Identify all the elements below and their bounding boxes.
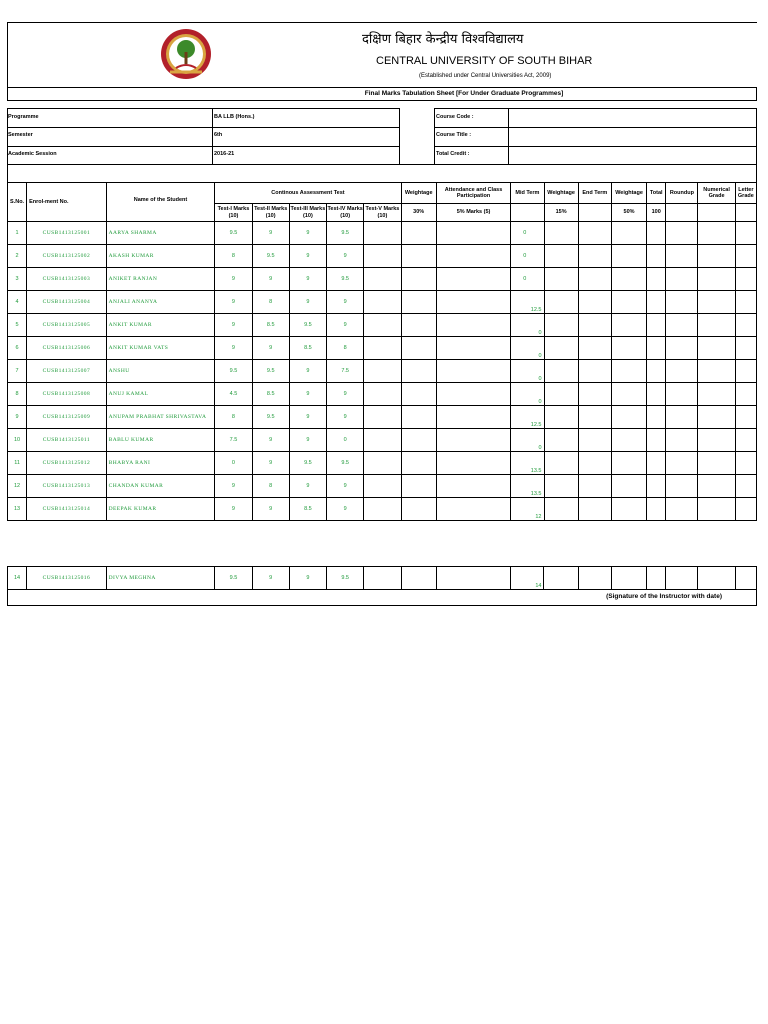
col-end-term: End Term: [578, 183, 611, 204]
hindi-university-name: दक्षिण बिहार केन्द्रीय विश्वविद्यालय: [362, 32, 524, 47]
col-weightage-2: Weightage: [544, 183, 578, 204]
row-enrol: CUSB1413125013: [27, 475, 107, 498]
info-left-box: [7, 108, 400, 165]
university-name: CENTRAL UNIVERSITY OF SOUTH BIHAR: [376, 55, 593, 67]
semester-value: 6th: [214, 132, 223, 138]
row-test-4: 9.5: [327, 222, 364, 245]
row-sno: 13: [8, 498, 27, 521]
row-mid-term: 0: [511, 360, 544, 383]
row-test-2: 9: [252, 498, 289, 521]
row-name: AKASH KUMAR: [106, 245, 215, 268]
row-test-2: 9: [252, 567, 289, 590]
row-mid-term: 12.5: [511, 406, 544, 429]
table-row: [8, 268, 757, 291]
row-test-4: 9: [327, 406, 364, 429]
row-name: AARYA SHARMA: [106, 222, 215, 245]
row-test-1: 9: [215, 314, 252, 337]
row-sno: 14: [8, 567, 27, 590]
row-test-3: 9: [289, 291, 326, 314]
row-test-1: 9: [215, 268, 252, 291]
row-test-4: 9: [327, 291, 364, 314]
row-test-3: 9: [289, 268, 326, 291]
row-sno: 2: [8, 245, 27, 268]
row-sno: 12: [8, 475, 27, 498]
row-test-3: 9: [289, 383, 326, 406]
row-enrol: CUSB1413125009: [27, 406, 107, 429]
col-weightage-3: Weightage: [611, 183, 646, 204]
col-roundup: Roundup: [666, 183, 698, 204]
row-enrol: CUSB1413125002: [27, 245, 107, 268]
row-sno: 11: [8, 452, 27, 475]
row-test-1: 7.5: [215, 429, 252, 452]
col-test-2: Test-II Marks (10): [252, 204, 289, 222]
sheet-title: Final Marks Tabulation Sheet [For Under Graduate Programmes]: [364, 90, 564, 97]
table-row: [8, 314, 757, 337]
col-attendance: Attendance and Class Participation: [436, 183, 510, 204]
student-rows: [8, 222, 757, 521]
row-name: DEEPAK KUMAR: [106, 498, 215, 521]
row-name: ANKIT KUMAR: [106, 314, 215, 337]
row-name: ANUJ KAMAL: [106, 383, 215, 406]
table-row: [8, 429, 757, 452]
row-test-2: 9: [252, 337, 289, 360]
info-right-box: [434, 108, 757, 165]
row-mid-term: 0: [511, 383, 544, 406]
programme-label: Programme: [8, 114, 39, 120]
course-code-label: Course Code :: [436, 114, 474, 120]
row-sno: 5: [8, 314, 27, 337]
row-test-4: 9: [327, 245, 364, 268]
col-mid-term: Mid Term: [511, 183, 544, 204]
col-test-4: Test-IV Marks (10): [327, 204, 364, 222]
row-enrol: CUSB1413125006: [27, 337, 107, 360]
row-test-2: 9: [252, 222, 289, 245]
row-test-4: 9.5: [327, 567, 364, 590]
row-sno: 1: [8, 222, 27, 245]
row-sno: 7: [8, 360, 27, 383]
attendance-5: 5% Marks (5): [436, 204, 510, 222]
row-mid-term: 14: [511, 567, 544, 590]
session-value: 2016-21: [214, 151, 235, 157]
row-test-3: 9: [289, 406, 326, 429]
row-test-2: 9: [252, 452, 289, 475]
col-test-1: Test-I Marks (10): [215, 204, 252, 222]
row-mid-term: 0: [511, 314, 544, 337]
row-test-3: 9.5: [289, 452, 326, 475]
row-test-4: 7.5: [327, 360, 364, 383]
weightage-30: 30%: [401, 204, 436, 222]
row-name: CHANDAN KUMAR: [106, 475, 215, 498]
row-test-1: 9.5: [215, 222, 252, 245]
col-total: Total: [647, 183, 666, 204]
row-mid-term: 0: [511, 337, 544, 360]
row-test-3: 9: [289, 222, 326, 245]
row-test-2: 9.5: [252, 406, 289, 429]
total-100: 100: [647, 204, 666, 222]
row-test-1: 8: [215, 245, 252, 268]
row-test-4: 8: [327, 337, 364, 360]
row-test-4: 9: [327, 314, 364, 337]
row-test-2: 8: [252, 475, 289, 498]
row-test-3: 9: [289, 475, 326, 498]
programme-value: BA LLB (Hons.): [214, 114, 255, 120]
row-name: ANKIT KUMAR VATS: [106, 337, 215, 360]
row-test-1: 8: [215, 406, 252, 429]
table-row: [8, 406, 757, 429]
table-row: [8, 452, 757, 475]
row-test-3: 9: [289, 567, 326, 590]
row-name: ANUPAM PRABHAT SHRIVASTAVA: [106, 406, 215, 429]
row-sno: 6: [8, 337, 27, 360]
row-mid-term: 13.5: [511, 475, 544, 498]
row-mid-term: 13.5: [511, 452, 544, 475]
row-test-1: 0: [215, 452, 252, 475]
marks-table-continued: [7, 566, 757, 606]
col-test-3: Test-III Marks (10): [289, 204, 326, 222]
row-mid-term: 0: [511, 429, 544, 452]
row-test-1: 4.5: [215, 383, 252, 406]
table-row: [8, 222, 757, 245]
table-row: [8, 337, 757, 360]
table-row: [8, 475, 757, 498]
table-row: [8, 291, 757, 314]
row-name: BABLU KUMAR: [106, 429, 215, 452]
table-row: [8, 360, 757, 383]
row-test-3: 9.5: [289, 314, 326, 337]
row-test-1: 9.5: [215, 567, 252, 590]
col-name: Name of the Student: [106, 183, 215, 222]
row-test-1: 9.5: [215, 360, 252, 383]
weightage-50: 50%: [611, 204, 646, 222]
row-enrol: CUSB1413125004: [27, 291, 107, 314]
row-name: DIVYA MEGHNA: [106, 567, 215, 590]
row-name: ANIKET RANJAN: [106, 268, 215, 291]
row-test-1: 9: [215, 498, 252, 521]
row-test-2: 8.5: [252, 314, 289, 337]
signature-row: [8, 590, 757, 606]
row-name: BHABYA RANI: [106, 452, 215, 475]
established-note: (Established under Central Universities Act, 2009): [419, 73, 552, 79]
row-sno: 3: [8, 268, 27, 291]
row-test-1: 9: [215, 291, 252, 314]
row-test-4: 9: [327, 498, 364, 521]
row-test-3: 8.5: [289, 337, 326, 360]
row-mid-term: 0: [511, 222, 544, 245]
col-test-5: Test-V Marks (10): [364, 204, 401, 222]
row-mid-term: 12: [511, 498, 544, 521]
university-seal-icon: [160, 28, 212, 80]
signature-label: (Signature of the Instructor with date): [8, 590, 757, 606]
col-cat: Continous Assessment Test: [215, 183, 401, 204]
col-weightage: Weightage: [401, 183, 436, 204]
table-row: [8, 567, 757, 590]
table-row: [8, 498, 757, 521]
row-sno: 10: [8, 429, 27, 452]
weightage-15: 15%: [544, 204, 578, 222]
marks-table: [7, 182, 757, 521]
row-enrol: CUSB1413125007: [27, 360, 107, 383]
row-test-2: 8.5: [252, 383, 289, 406]
row-mid-term: 12.5: [511, 291, 544, 314]
spacer-box: [7, 164, 757, 183]
row-test-4: 9.5: [327, 452, 364, 475]
row-test-2: 9: [252, 268, 289, 291]
row-mid-term: 0: [511, 268, 544, 291]
row-enrol: CUSB1413125001: [27, 222, 107, 245]
col-letter-grade: Letter Grade: [735, 183, 756, 204]
row-test-2: 9.5: [252, 360, 289, 383]
col-sno: S.No.: [8, 183, 27, 222]
row-test-2: 9: [252, 429, 289, 452]
session-label: Academic Session: [8, 151, 57, 157]
total-credit-label: Total Credit :: [436, 151, 470, 157]
row-enrol: CUSB1413125011: [27, 429, 107, 452]
row-test-3: 9: [289, 245, 326, 268]
row-enrol: CUSB1413125014: [27, 498, 107, 521]
row-test-2: 8: [252, 291, 289, 314]
row-test-2: 9.5: [252, 245, 289, 268]
row-sno: 4: [8, 291, 27, 314]
row-test-3: 9: [289, 429, 326, 452]
col-numerical-grade: Numerical Grade: [698, 183, 735, 204]
row-enrol: CUSB1413125016: [27, 567, 107, 590]
row-test-3: 8.5: [289, 498, 326, 521]
top-rule: [7, 22, 697, 23]
table-row: [8, 383, 757, 406]
row-test-4: 9.5: [327, 268, 364, 291]
row-sno: 8: [8, 383, 27, 406]
row-enrol: CUSB1413125008: [27, 383, 107, 406]
row-test-1: 9: [215, 337, 252, 360]
table-row: [8, 245, 757, 268]
semester-label: Semester: [8, 132, 33, 138]
course-title-label: Course Title :: [436, 132, 472, 138]
table-header-row-1: [8, 183, 757, 204]
row-test-3: 9: [289, 360, 326, 383]
row-test-1: 9: [215, 475, 252, 498]
row-test-4: 9: [327, 383, 364, 406]
row-sno: 9: [8, 406, 27, 429]
row-test-4: 0: [327, 429, 364, 452]
row-mid-term: 0: [511, 245, 544, 268]
row-enrol: CUSB1413125012: [27, 452, 107, 475]
col-enrol: Enrol-ment No.: [27, 183, 107, 222]
row-name: ANJALI ANANYA: [106, 291, 215, 314]
row-test-4: 9: [327, 475, 364, 498]
row-name: ANSHU: [106, 360, 215, 383]
row-enrol: CUSB1413125003: [27, 268, 107, 291]
row-enrol: CUSB1413125005: [27, 314, 107, 337]
